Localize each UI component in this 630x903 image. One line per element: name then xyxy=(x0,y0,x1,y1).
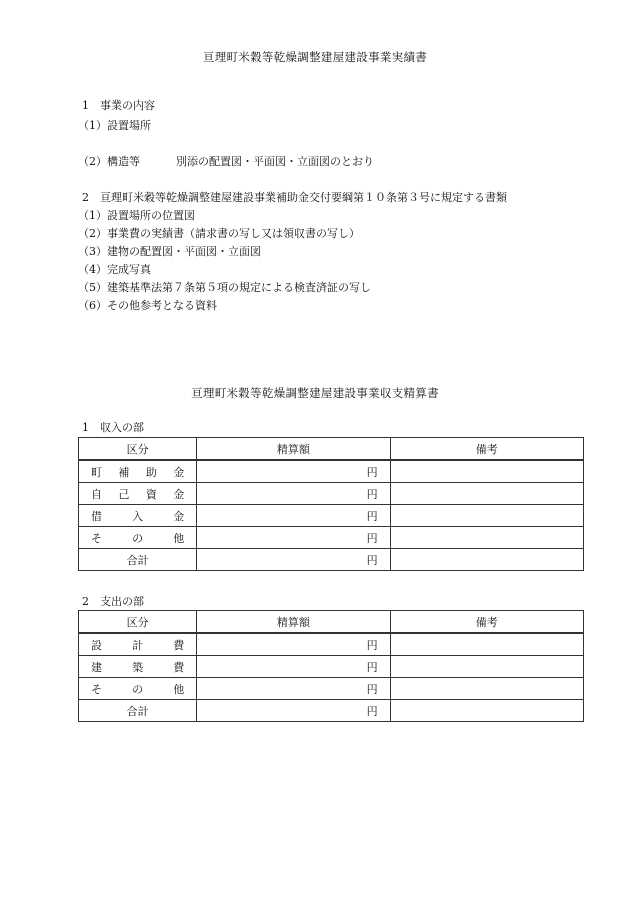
remarks-cell[interactable] xyxy=(390,505,583,527)
remarks-cell[interactable] xyxy=(390,483,583,505)
expense-table xyxy=(78,610,584,722)
header-category: 区分 xyxy=(79,438,197,461)
section1-item-location: （1）設置場所 xyxy=(78,119,151,132)
header-amount: 精算額 xyxy=(197,611,390,634)
header-category: 区分 xyxy=(79,611,197,634)
section2-heading: 2 亘理町米穀等乾燥調整建屋建設事業補助金交付要綱第１０条第３号に規定する書類 xyxy=(82,191,507,204)
amount-cell[interactable]: 円 xyxy=(197,483,390,505)
remarks-cell[interactable] xyxy=(390,656,583,678)
structure-label: （2）構造等 xyxy=(78,155,140,168)
section1-heading: 1 事業の内容 xyxy=(82,99,155,112)
remarks-cell[interactable] xyxy=(390,460,583,483)
section2-item: （2）事業費の実績書（請求書の写し又は領収書の写し） xyxy=(78,227,360,240)
remarks-cell[interactable] xyxy=(390,633,583,656)
category-cell: 自 己 資 金 xyxy=(79,483,197,505)
header-amount: 精算額 xyxy=(197,438,390,461)
table-row-total xyxy=(79,549,584,571)
structure-value: 別添の配置図・平面図・立面図のとおり xyxy=(176,155,374,168)
table-row-total xyxy=(79,700,584,722)
section2-item: （6）その他参考となる資料 xyxy=(78,299,217,312)
total-label: 合計 xyxy=(79,549,197,571)
section2-item: （5）建築基準法第７条第５項の規定による検査済証の写し xyxy=(78,281,371,294)
amount-cell[interactable]: 円 xyxy=(197,460,390,483)
report-title: 亘理町米穀等乾燥調整建屋建設事業実績書 xyxy=(202,50,428,64)
income-heading: 1 収入の部 xyxy=(82,421,144,434)
amount-cell[interactable]: 円 xyxy=(197,700,390,722)
amount-cell[interactable]: 円 xyxy=(197,505,390,527)
amount-cell[interactable]: 円 xyxy=(197,633,390,656)
table-row xyxy=(79,460,584,483)
amount-cell[interactable]: 円 xyxy=(197,656,390,678)
category-cell: そ の 他 xyxy=(79,678,197,700)
section1-item-structure xyxy=(78,154,374,170)
section2-item: （3）建物の配置図・平面図・立面図 xyxy=(78,245,261,258)
table-row xyxy=(79,527,584,549)
amount-cell[interactable]: 円 xyxy=(197,527,390,549)
category-cell: 町 補 助 金 xyxy=(79,460,197,483)
amount-cell[interactable]: 円 xyxy=(197,678,390,700)
income-table xyxy=(78,437,584,571)
table-row xyxy=(79,505,584,527)
table-row xyxy=(79,633,584,656)
section2-item: （1）設置場所の位置図 xyxy=(78,209,195,222)
remarks-cell[interactable] xyxy=(390,700,583,722)
category-cell: 借 入 金 xyxy=(79,505,197,527)
table-row xyxy=(79,678,584,700)
header-remarks: 備考 xyxy=(390,438,583,461)
category-cell: そ の 他 xyxy=(79,527,197,549)
total-label: 合計 xyxy=(79,700,197,722)
remarks-cell[interactable] xyxy=(390,549,583,571)
header-remarks: 備考 xyxy=(390,611,583,634)
table-row xyxy=(79,483,584,505)
category-cell: 設 計 費 xyxy=(79,633,197,656)
remarks-cell[interactable] xyxy=(390,678,583,700)
settlement-title: 亘理町米穀等乾燥調整建屋建設事業収支精算書 xyxy=(191,386,439,400)
expense-heading: 2 支出の部 xyxy=(82,595,144,608)
remarks-cell[interactable] xyxy=(390,527,583,549)
section2-item: （4）完成写真 xyxy=(78,263,151,276)
category-cell: 建 築 費 xyxy=(79,656,197,678)
table-row xyxy=(79,656,584,678)
amount-cell[interactable]: 円 xyxy=(197,549,390,571)
